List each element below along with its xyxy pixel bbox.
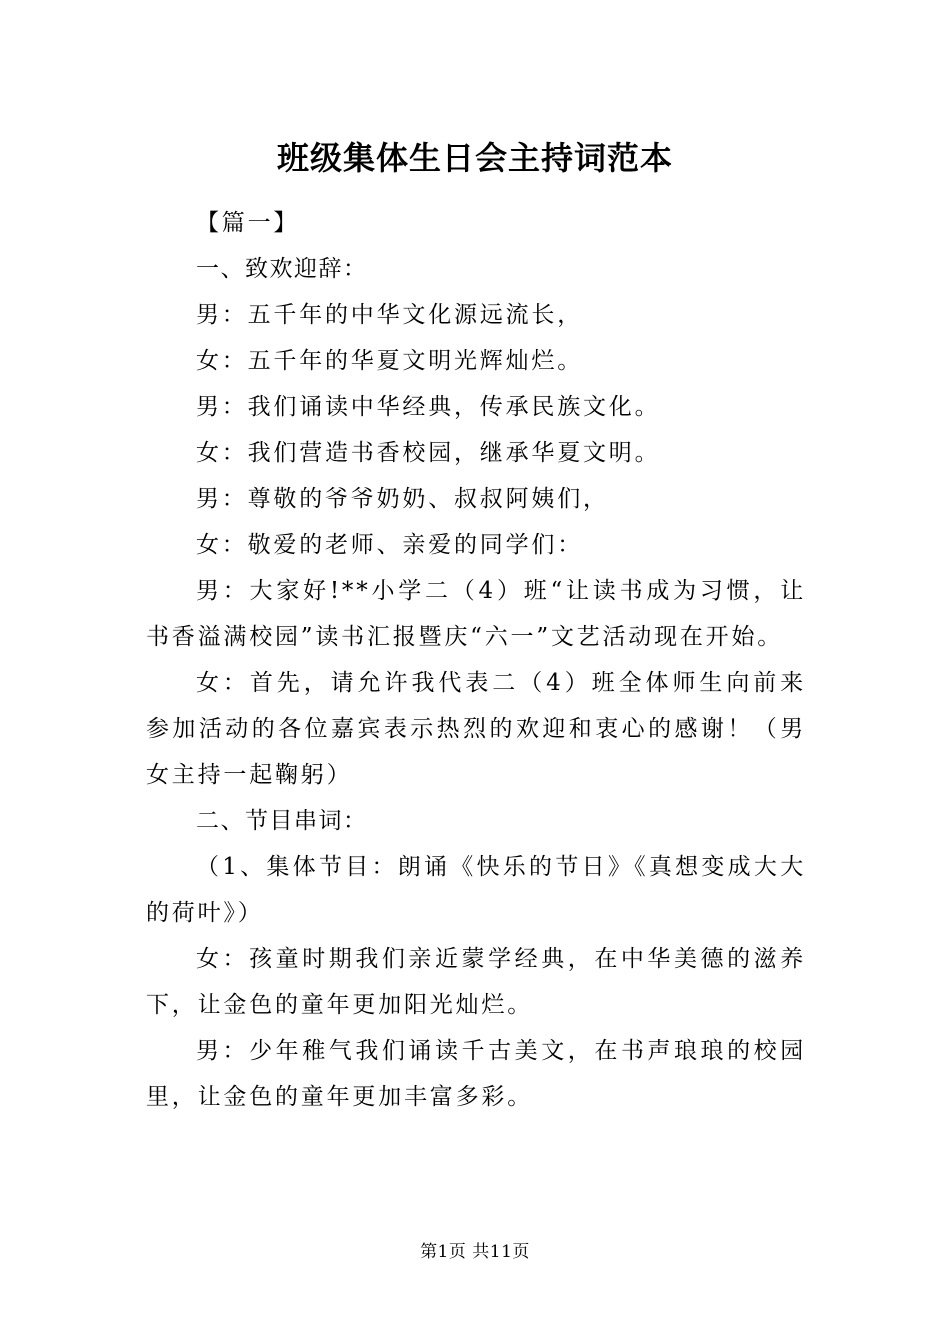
paragraph: 女：孩童时期我们亲近蒙学经典，在中华美德的滋养下，让金色的童年更加阳光灿烂。 xyxy=(146,946,806,1018)
paragraph: 女：首先，请允许我代表二（4）班全体师生向前来参加活动的各位嘉宾表示热烈的欢迎和衷心的感谢！（男女主持一起鞠躬） xyxy=(146,670,806,788)
paragraph: （1、集体节目：朗诵《快乐的节日》《真想变成大大的荷叶》） xyxy=(146,854,806,926)
section-heading: 一、致欢迎辞： xyxy=(196,256,368,282)
paragraph: 女：五千年的华夏文明光辉灿烂。 xyxy=(196,348,583,374)
paragraph: 男：五千年的中华文化源远流长， xyxy=(196,302,583,328)
document-body xyxy=(146,200,806,1120)
document-title: 班级集体生日会主持词范本 xyxy=(276,139,673,177)
section-label: 【篇一】 xyxy=(196,210,300,236)
paragraph: 男：大家好!**小学二（4）班“让读书成为习惯，让书香溢满校园”读书汇报暨庆“六一”文艺活动现在开始。 xyxy=(146,578,806,650)
paragraph: 男：少年稚气我们诵读千古美文，在书声琅琅的校园里，让金色的童年更加丰富多彩。 xyxy=(146,1038,806,1110)
paragraph: 女：我们营造书香校园，继承华夏文明。 xyxy=(196,440,661,466)
paragraph: 男：我们诵读中华经典，传承民族文化。 xyxy=(196,394,661,420)
paragraph: 女：敬爱的老师、亲爱的同学们： xyxy=(196,532,583,558)
page-footer: 第1页 共11页 xyxy=(420,1242,530,1262)
section-heading: 二、节目串词： xyxy=(196,808,368,834)
paragraph: 男：尊敬的爷爷奶奶、叔叔阿姨们， xyxy=(196,486,609,512)
